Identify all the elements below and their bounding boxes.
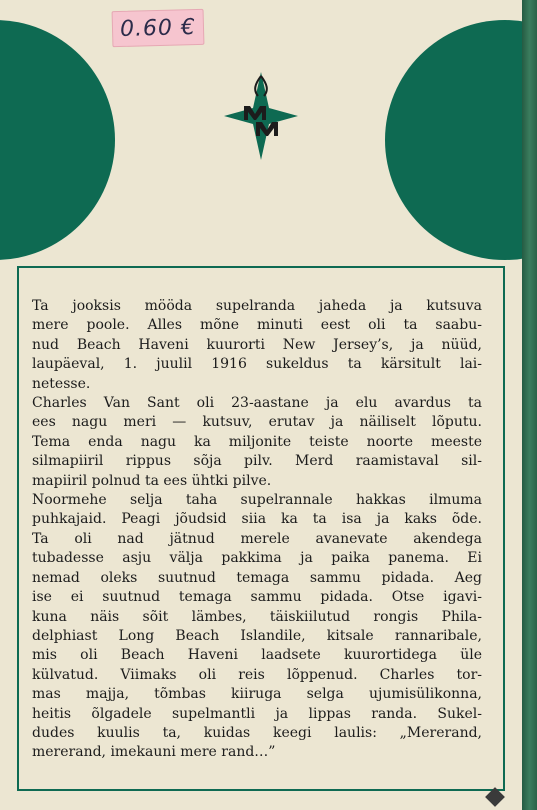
blurb-line: tubadesse asju välja pakkima ja paika panema. Ei: [32, 550, 482, 567]
blurb-line: delphiast Long Beach Islandile, kitsale rannaribale,: [32, 627, 482, 644]
blurb-text: [32, 297, 482, 763]
blurb-line: puhkajaid. Peagi jõudsid siia ka ta isa ja kaks õde.: [32, 511, 482, 528]
blurb-line: netesse.: [32, 375, 91, 392]
right-green-half-circle: [385, 20, 537, 260]
blurb-paragraph: [32, 297, 482, 394]
blurb-line: külvatud. Viimaks oli reis lõppenud. Charles tor-: [32, 666, 482, 683]
blurb-line: laupäeval, 1. juulil 1916 sukeldus ta kärsitult lai-: [32, 356, 482, 373]
price-text: 0.60 €: [119, 14, 197, 42]
blurb-paragraph: [32, 491, 482, 763]
blurb-line: Ta jooksis mööda supelranda jaheda ja kutsuva: [32, 298, 482, 314]
green-spine-edge: [522, 0, 537, 810]
blurb-line: kuna näis sõit lämbes, täiskiilutud rongis Phila-: [32, 608, 482, 625]
blurb-line: mere poole. Alles mõne minuti eest oli ta saabu-: [32, 317, 482, 334]
blurb-line: silmapiiril rippus sõja pilv. Merd raamistaval sil-: [32, 453, 482, 470]
blurb-paragraph: [32, 394, 482, 491]
publisher-logo-icon: [222, 70, 300, 162]
left-green-half-circle: [0, 20, 115, 260]
price-sticker: [112, 9, 205, 47]
blurb-line: Noormehe selja taha supelrannale hakkas ilmuma: [32, 492, 482, 509]
blurb-line: heitis õlgadele supelmantli ja lippas randa. Sukel-: [32, 705, 482, 722]
blurb-line: Charles Van Sant oli 23-aastane ja elu avardus ta: [32, 395, 482, 412]
blurb-line: mis oli Beach Haveni laadsete kuurortidega üle: [32, 647, 482, 664]
blurb-line: Ta oli nad jätnud merele avanevate akendega: [32, 530, 482, 547]
blurb-line: mas majja, tõmbas kiiruga selga ujumisülikonna,: [32, 686, 482, 703]
blurb-line: ees nagu meri — kutsuv, erutav ja näiliselt lõputu.: [32, 414, 482, 431]
blurb-line: ise ei suutnud temaga sammu pidada. Otse igavi-: [32, 589, 482, 606]
blurb-line: mapiiril polnud ta ees ühtki pilve.: [32, 472, 272, 489]
blurb-line: nemad oleks suutnud temaga sammu pidada. Aeg: [32, 569, 482, 586]
blurb-line: Tema enda nagu ka miljonite teiste noorte meeste: [32, 433, 482, 450]
blurb-line: dudes kuulis ta, kuidas keegi laulis: „Mererand,: [32, 724, 482, 741]
blurb-line: mererand, imekauni mere rand…”: [32, 744, 276, 761]
blurb-line: nud Beach Haveni kuurorti New Jersey’s, ja nüüd,: [32, 336, 482, 353]
